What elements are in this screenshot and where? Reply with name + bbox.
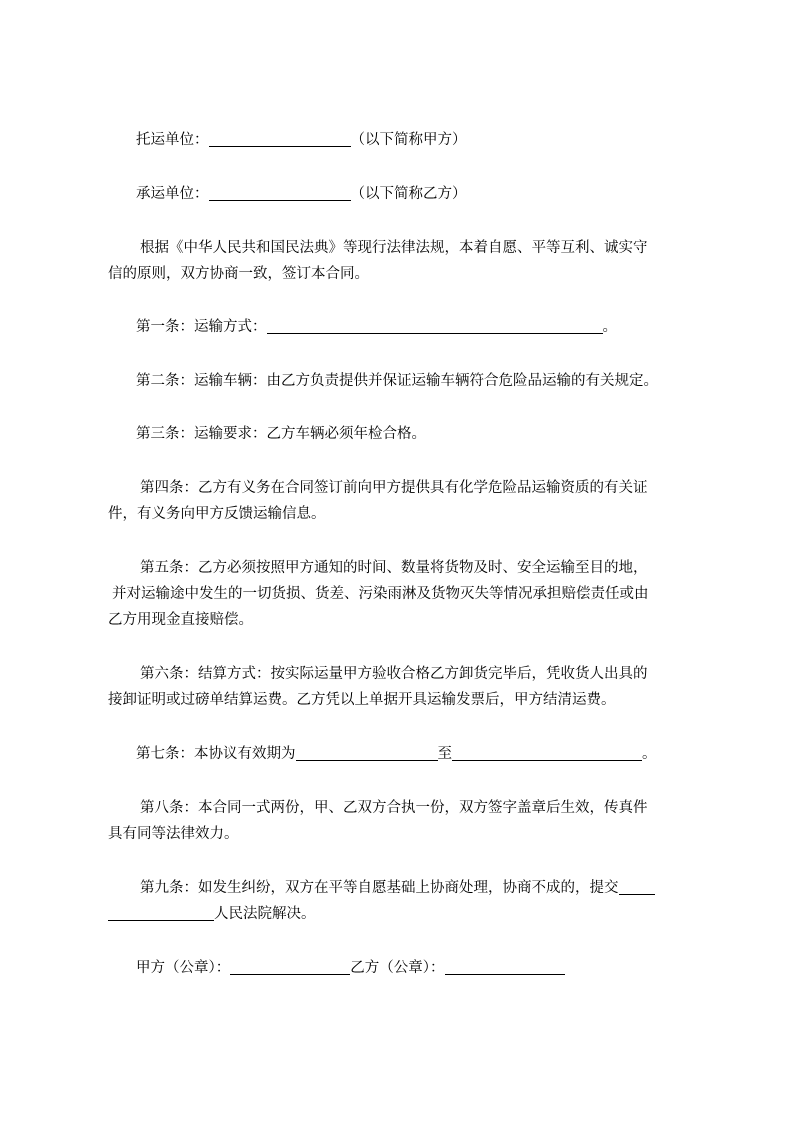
article5-line-1: 第五条：乙方必须按照甲方通知的时间、数量将货物及时、安全运输至目的地， xyxy=(140,560,648,576)
shipper-label: 托运单位： xyxy=(136,132,209,148)
article7-line xyxy=(108,740,708,768)
article9-end: 人民法院解决。 xyxy=(214,906,316,922)
article9-line-1 xyxy=(108,874,708,902)
preamble-line-2: 信的原则，双方协商一致，签订本合同。 xyxy=(108,266,369,282)
article9-text: 第九条：如发生纠纷，双方在平等自愿基础上协商处理，协商不成的，提交 xyxy=(140,880,619,896)
article8-line-2: 具有同等法律效力。 xyxy=(108,826,239,842)
carrier-line xyxy=(108,180,708,208)
article1-end: 。 xyxy=(602,319,617,335)
article4-line-1: 第四条：乙方有义务在合同签订前向甲方提供具有化学危险品运输资质的有关证 xyxy=(140,480,648,496)
article7-label: 第七条：本协议有效期为 xyxy=(136,746,296,762)
party-a-label: 甲方（公章）： xyxy=(136,960,231,976)
article8-line-1: 第八条：本合同一式两份，甲、乙双方合执一份，双方签字盖章后生效，传真件 xyxy=(140,800,648,816)
party-a-blank xyxy=(230,958,350,975)
article5-line-2: 并对运输途中发生的一切货损、货差、污染雨淋及货物灭失等情况承担赔偿责任或由 xyxy=(112,586,649,602)
carrier-suffix: （以下简称乙方） xyxy=(350,186,467,202)
article9-court-blank-a xyxy=(619,878,655,895)
carrier-blank xyxy=(209,184,351,201)
preamble-line-1: 根据《中华人民共和国民法典》等现行法律法规，本着自愿、平等互利、诚实守 xyxy=(140,240,648,256)
carrier-label: 承运单位： xyxy=(136,186,209,202)
shipper-line xyxy=(108,126,708,154)
article1-line xyxy=(108,313,708,341)
article6-line-2: 接卸证明或过磅单结算运费。乙方凭以上单据开具运输发票后，甲方结清运费。 xyxy=(108,692,616,708)
article5-line-3: 乙方用现金直接赔偿。 xyxy=(108,612,253,628)
article9-court-blank-b xyxy=(108,904,214,921)
article7-to: 至 xyxy=(437,746,452,762)
article1-blank xyxy=(267,317,603,334)
article7-start-blank xyxy=(296,744,438,761)
article7-end-blank xyxy=(452,744,642,761)
article9-line-2 xyxy=(108,900,708,928)
article2: 第二条：运输车辆：由乙方负责提供并保证运输车辆符合危险品运输的有关规定。 xyxy=(136,373,658,389)
article4-line-2: 件，有义务向甲方反馈运输信息。 xyxy=(108,506,326,522)
shipper-suffix: （以下简称甲方） xyxy=(350,132,467,148)
article7-end: 。 xyxy=(642,746,657,762)
party-b-label: 乙方（公章）： xyxy=(350,960,445,976)
article6-line-1: 第六条：结算方式：按实际运量甲方验收合格乙方卸货完毕后，凭收货人出具的 xyxy=(140,666,648,682)
article1-label: 第一条：运输方式： xyxy=(136,319,267,335)
party-b-blank xyxy=(445,958,565,975)
signature-line xyxy=(108,954,708,982)
article3: 第三条：运输要求：乙方车辆必须年检合格。 xyxy=(136,426,426,442)
shipper-blank xyxy=(209,130,351,147)
